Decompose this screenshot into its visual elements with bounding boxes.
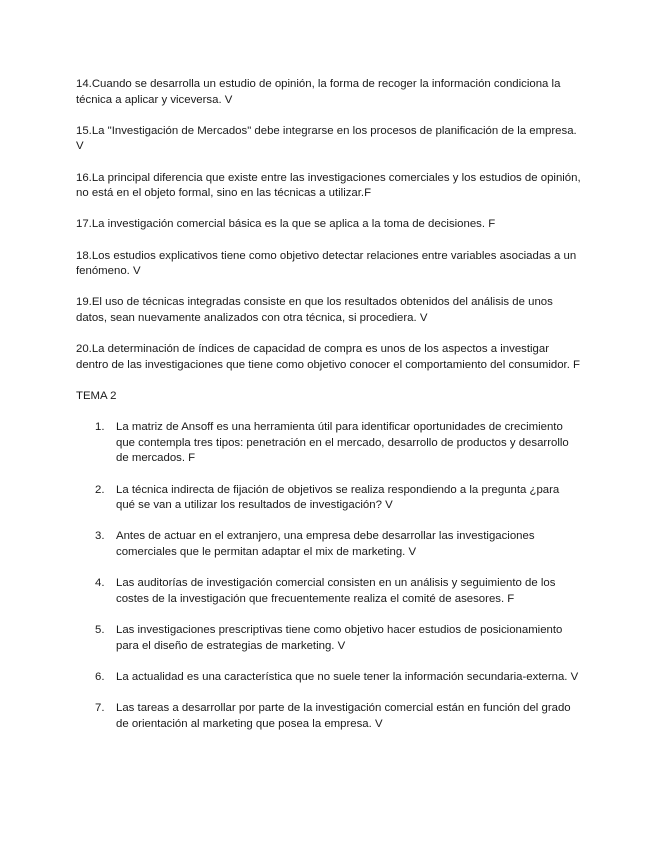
list-item-text: Las auditorías de investigación comercial consisten en un análisis y seguimiento de los costes de la investigación que frecuentemente realiza el comité de asesores. F [116,577,556,605]
question-19: 19.El uso de técnicas integradas consiste en que los resultados obtenidos del análisis de unos datos, sean nuevamente analizados con otra técnica, si procediera. V [76,296,553,324]
question-18: 18.Los estudios explicativos tiene como objetivo detectar relaciones entre variables asociadas a un fenómeno. V [76,249,577,278]
question-16: 16.La principal diferencia que existe entre las investigaciones comerciales y los estudios de opinión, no está en el objeto formal, sino en las técnicas a utilizar.F [76,171,581,200]
list-item-text: La matriz de Ansoff es una herramienta útil para identificar oportunidades de crecimiento que contempla tres tipos: penetración en el mercado, desarrollo de productos y desarrollo de mercados. F [116,421,569,465]
tema-2-list [76,420,581,732]
question-15: 15.La "Investigación de Mercados" debe integrarse en los procesos de planificación de la empresa. V [76,124,577,153]
list-item [76,529,581,560]
list-item-text: Las investigaciones prescriptivas tiene como objetivo hacer estudios de posicionamiento para el diseño de estrategias de marketing. V [116,623,563,652]
list-item-text: Las tareas a desarrollar por parte de la investigación comercial están en función del grado de orientación al marketing que posea la empresa. V [116,701,571,730]
list-item-number: 3. [95,530,105,543]
list-item-text: Antes de actuar en el extranjero, una empresa debe desarrollar las investigaciones comerciales que le permitan adaptar el mix de marketing. V [116,530,535,559]
question-20: 20.La determinación de índices de capacidad de compra es unos de los aspectos a investigar dentro de las investigaciones que tiene como objetivo conocer el comportamiento del consumidor. F [76,343,581,371]
list-item-text: La técnica indirecta de fijación de objetivos se realiza respondiendo a la pregunta ¿para qué se van a utilizar los resultados de investigación? V [116,483,560,512]
question-17: 17.La investigación comercial básica es la que se aplica a la toma de decisiones. F [76,218,496,231]
list-item-number: 7. [95,701,105,714]
list-item-number: 1. [95,421,105,434]
list-item-number: 6. [95,670,105,683]
list-item-number: 2. [95,483,105,496]
list-item-number: 4. [95,577,105,590]
list-item-number: 5. [95,623,105,636]
list-item [76,483,581,514]
list-item [76,420,581,467]
list-item [76,670,581,686]
list-item [76,701,581,732]
list-item [76,576,581,607]
list-item [76,623,581,654]
question-14: 14.Cuando se desarrolla un estudio de opinión, la forma de recoger la información condiciona la técnica a aplicar y viceversa. V [76,78,561,106]
list-item-text: La actualidad es una característica que no suele tener la información secundaria-externa. V [116,670,579,683]
section-title: TEMA 2 [76,389,117,402]
